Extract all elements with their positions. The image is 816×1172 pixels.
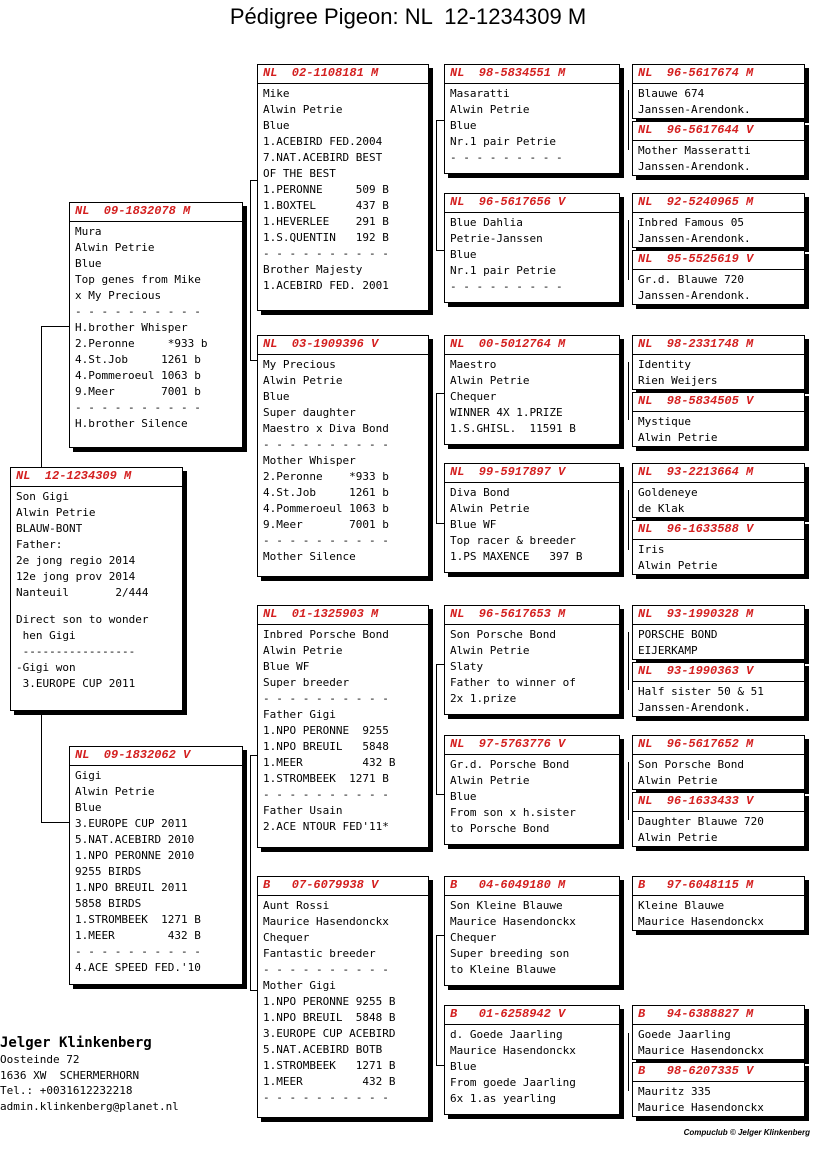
ring-number: NL 96-5617644 V: [633, 122, 804, 141]
detail-line: - - - - - - - - - -: [75, 305, 201, 318]
owner-email[interactable]: admin.klinkenberg@planet.nl: [0, 1099, 179, 1113]
connector-line: [250, 180, 251, 360]
detail-line: 7.NAT.ACEBIRD BEST: [263, 151, 383, 164]
detail-line: - - - - - - - - - -: [263, 963, 389, 976]
detail-line: Daughter Blauwe 720: [638, 815, 764, 828]
detail-line: Maestro: [450, 358, 497, 371]
pigeon-card-ggp2: [444, 193, 620, 303]
detail-line: Super breeder: [263, 676, 350, 689]
ring-number: NL 96-5617674 M: [633, 65, 804, 84]
detail-line: to Porsche Bond: [450, 822, 550, 835]
detail-line: [16, 601, 177, 612]
card-details: [70, 766, 242, 978]
detail-line: Blue: [263, 119, 290, 132]
detail-line: Son Gigi: [16, 490, 69, 503]
ring-number: NL 98-5834505 V: [633, 393, 804, 412]
detail-line: 1.STROMBEEK 1271 B: [263, 772, 389, 785]
detail-line: Alwin Petrie: [263, 644, 343, 657]
detail-line: WINNER 4X 1.PRIZE: [450, 406, 563, 419]
detail-line: 12e jong prov 2014: [16, 570, 136, 583]
detail-line: 1.NPO BREUIL 2011: [75, 881, 188, 894]
ring-number: NL 09-1832062 V: [70, 747, 242, 766]
detail-line: Blue: [75, 801, 102, 814]
detail-line: 1.MEER 432 B: [263, 1075, 396, 1088]
connector-line: [436, 120, 444, 121]
detail-line: 1.STROMBEEK 1271 B: [263, 1059, 396, 1072]
ring-number: NL 01-1325903 M: [258, 606, 428, 625]
detail-line: Father:: [16, 538, 63, 551]
detail-line: Alwin Petrie: [75, 241, 155, 254]
detail-line: Super daughter: [263, 406, 356, 419]
connector-line: [41, 822, 71, 823]
detail-line: Nr.1 pair Petrie: [450, 135, 556, 148]
connector-line: [436, 250, 444, 251]
connector-line: [41, 326, 42, 468]
connector-line: [436, 393, 444, 394]
card-details: [633, 141, 804, 176]
ring-number: NL 92-5240965 M: [633, 194, 804, 213]
detail-line: Blue: [75, 257, 102, 270]
ring-number: NL 93-1990363 V: [633, 663, 804, 682]
detail-line: 2.Peronne *933 b: [263, 470, 389, 483]
detail-line: Son Porsche Bond: [638, 758, 744, 771]
pigeon-card-g7: [632, 463, 805, 518]
connector-line: [41, 710, 42, 822]
ring-number: B 07-6079938 V: [258, 877, 428, 896]
detail-line: 1.PS MAXENCE 397 B: [450, 550, 583, 563]
pigeon-card-g2: [632, 121, 805, 176]
detail-line: 1.NPO PERONNE 2010: [75, 849, 195, 862]
detail-line: Alwin Petrie: [638, 773, 718, 787]
ring-number: NL 96-5617652 M: [633, 736, 804, 755]
detail-line: - - - - - - - - - -: [75, 945, 201, 958]
detail-line: Father Usain: [263, 804, 343, 817]
card-details: [633, 1082, 804, 1117]
detail-line: Inbred Famous 05: [638, 216, 744, 229]
card-details: [633, 755, 804, 790]
detail-line: Alwin Petrie: [450, 644, 530, 657]
connector-line: [250, 755, 251, 990]
connector-line: [436, 935, 444, 936]
detail-line: 9.Meer 7001 b: [263, 518, 389, 531]
connector-line: [436, 664, 437, 794]
detail-line: Alwin Petrie: [263, 374, 343, 387]
connector-line: [628, 762, 629, 820]
detail-line: Diva Bond: [450, 486, 510, 499]
pigeon-card-g4: [632, 250, 805, 305]
detail-line: From goede Jaarling: [450, 1076, 576, 1089]
detail-line: Gr.d. Porsche Bond: [450, 758, 570, 771]
detail-line: Top racer & breeder: [450, 534, 576, 547]
ring-number: NL 95-5525619 V: [633, 251, 804, 270]
card-details: [445, 84, 619, 168]
detail-line: Rien Weijers: [638, 373, 718, 387]
card-details: [445, 213, 619, 297]
pigeon-card-dam: [69, 746, 243, 985]
detail-line: Alwin Petrie: [450, 502, 530, 515]
detail-line: - - - - - - - - - -: [263, 788, 389, 801]
ring-number: NL 00-5012764 M: [445, 336, 619, 355]
card-details: [11, 487, 182, 694]
detail-line: d. Goede Jaarling: [450, 1028, 563, 1041]
detail-line: Alwin Petrie: [75, 785, 155, 798]
connector-line: [436, 664, 444, 665]
detail-line: Mystique: [638, 415, 691, 428]
connector-line: [436, 935, 437, 1065]
detail-line: Alwin Petrie: [450, 374, 530, 387]
ring-number: NL 98-2331748 M: [633, 336, 804, 355]
ring-number: B 98-6207335 V: [633, 1063, 804, 1082]
detail-line: Mauritz 335: [638, 1085, 711, 1098]
detail-line: 1.NPO PERONNE 9255: [263, 724, 389, 737]
detail-line: 2e jong regio 2014: [16, 554, 136, 567]
ring-number: NL 96-1633588 V: [633, 521, 804, 540]
card-details: [633, 213, 804, 248]
detail-line: Blue: [450, 119, 477, 132]
pigeon-card-ggp7: [444, 876, 620, 986]
card-details: [633, 682, 804, 717]
card-details: [445, 355, 619, 439]
detail-line: Gigi: [75, 769, 102, 782]
detail-line: x My Precious: [75, 289, 162, 302]
pigeon-card-g3: [632, 193, 805, 248]
connector-line: [436, 523, 444, 524]
detail-line: 1.BOXTEL 437 B: [263, 199, 389, 212]
connector-line: [628, 490, 629, 550]
card-details: [258, 355, 428, 567]
owner-postcode: 1636 XW SCHERMERHORN: [0, 1068, 140, 1082]
connector-line: [628, 632, 629, 690]
detail-line: Kleine Blauwe: [638, 899, 725, 912]
card-details: [633, 355, 804, 390]
connector-line: [436, 1065, 444, 1066]
detail-line: Goede Jaarling: [638, 1028, 731, 1041]
detail-line: My Precious: [263, 358, 336, 371]
detail-line: 9.Meer 7001 b: [75, 385, 201, 398]
detail-line: 1.ACEBIRD FED.2004: [263, 135, 383, 148]
detail-line: Maurice Hasendonckx: [638, 1043, 764, 1057]
pigeon-card-gp2: [257, 335, 429, 577]
detail-line: Blue: [450, 248, 477, 261]
detail-line: 2.Peronne *933 b: [75, 337, 208, 350]
pigeon-card-g11: [632, 735, 805, 790]
connector-line: [41, 326, 71, 327]
card-details: [633, 270, 804, 305]
detail-line: Maurice Hasendonckx: [638, 1100, 764, 1114]
detail-line: Alwin Petrie: [263, 103, 343, 116]
detail-line: 2x 1.prize: [450, 692, 517, 705]
detail-line: Maurice Hasendonckx: [263, 915, 389, 928]
pigeon-card-g15: [632, 1005, 805, 1060]
connector-line: [628, 220, 629, 280]
detail-line: Aunt Rossi: [263, 899, 330, 912]
detail-line: Nanteuil 2/444: [16, 586, 149, 599]
pigeon-card-ggp6: [444, 735, 620, 845]
detail-line: Janssen-Arendonk.: [638, 231, 751, 245]
detail-line: - - - - - - - - - -: [263, 534, 389, 547]
ring-number: NL 98-5834551 M: [445, 65, 619, 84]
detail-line: Chequer: [263, 931, 310, 944]
detail-line: Alwin Petrie: [16, 506, 96, 519]
detail-line: Slaty: [450, 660, 484, 673]
pigeon-card-subject: [10, 467, 183, 711]
ring-number: NL 96-5617656 V: [445, 194, 619, 213]
detail-line: 1.ACEBIRD FED. 2001: [263, 279, 389, 292]
pigeon-card-g1: [632, 64, 805, 119]
detail-line: Fantastic breeder: [263, 947, 376, 960]
detail-line: Top genes from Mike: [75, 273, 201, 286]
detail-line: Alwin Petrie: [638, 830, 718, 844]
detail-line: Mura: [75, 225, 102, 238]
pigeon-card-ggp1: [444, 64, 620, 174]
detail-line: 1.MEER 432 B: [75, 929, 201, 942]
detail-line: BLAUW-BONT: [16, 522, 83, 535]
ring-number: B 01-6258942 V: [445, 1006, 619, 1025]
detail-line: 3.EUROPE CUP 2011: [75, 817, 188, 830]
card-details: [445, 625, 619, 709]
detail-line: Identity: [638, 358, 691, 371]
detail-line: Blue: [450, 1060, 477, 1073]
detail-line: Maurice Hasendonckx: [450, 915, 576, 928]
detail-line: Father to winner of: [450, 676, 576, 689]
detail-line: H.brother Silence: [75, 417, 188, 430]
detail-line: - - - - - - - - - -: [263, 1091, 389, 1104]
detail-line: 4.Pommeroeul 1063 b: [75, 369, 201, 382]
ring-number: NL 09-1832078 M: [70, 203, 242, 222]
detail-line: Chequer: [450, 931, 497, 944]
detail-line: Alwin Petrie: [450, 774, 530, 787]
footer-credit: Compuclub © Jelger Klinkenberg: [683, 1128, 810, 1137]
card-details: [633, 896, 804, 931]
detail-line: Alwin Petrie: [638, 558, 718, 572]
detail-line: EIJERKAMP: [638, 643, 698, 657]
detail-line: Brother Majesty: [263, 263, 363, 276]
detail-line: 5.NAT.ACEBIRD 2010: [75, 833, 195, 846]
detail-line: Inbred Porsche Bond: [263, 628, 389, 641]
detail-line: 1.S.QUENTIN 192 B: [263, 231, 389, 244]
detail-line: Alwin Petrie: [638, 430, 718, 444]
detail-line: Masaratti: [450, 87, 510, 100]
detail-line: Mother Masseratti: [638, 144, 751, 157]
detail-line: -----------------: [16, 645, 136, 658]
detail-line: de Klak: [638, 501, 685, 515]
ring-number: NL 97-5763776 V: [445, 736, 619, 755]
detail-line: Goldeneye: [638, 486, 698, 499]
detail-line: 3.EUROPE CUP 2011: [16, 677, 136, 690]
detail-line: Mike: [263, 87, 290, 100]
detail-line: Mother Silence: [263, 550, 356, 563]
detail-line: 1.MEER 432 B: [263, 756, 396, 769]
ring-number: NL 99-5917897 V: [445, 464, 619, 483]
detail-line: - - - - - - - - -: [450, 151, 563, 164]
pigeon-card-g5: [632, 335, 805, 390]
ring-number: NL 93-2213664 M: [633, 464, 804, 483]
detail-line: H.brother Whisper: [75, 321, 188, 334]
pigeon-card-g9: [632, 605, 805, 660]
pigeon-card-gp3: [257, 605, 429, 848]
detail-line: 2.ACE NTOUR FED'11*: [263, 820, 389, 833]
detail-line: - - - - - - - - - -: [263, 247, 389, 260]
owner-phone: Tel.: +0031612232218: [0, 1084, 133, 1097]
detail-line: 1.STROMBEEK 1271 B: [75, 913, 201, 926]
connector-line: [628, 90, 629, 150]
connector-line: [436, 393, 437, 523]
card-details: [258, 84, 428, 296]
detail-line: Janssen-Arendonk.: [638, 700, 751, 714]
detail-line: Iris: [638, 543, 665, 556]
detail-line: - - - - - - - - - -: [75, 401, 201, 414]
detail-line: PORSCHE BOND: [638, 628, 718, 641]
pigeon-card-ggp4: [444, 463, 620, 573]
detail-line: 4.St.Job 1261 b: [263, 486, 389, 499]
connector-line: [628, 1033, 629, 1091]
detail-line: Janssen-Arendonk.: [638, 159, 751, 173]
detail-line: Janssen-Arendonk.: [638, 288, 751, 302]
connector-line: [436, 120, 437, 250]
detail-line: Blue Dahlia: [450, 216, 523, 229]
pigeon-card-g16: [632, 1062, 805, 1117]
detail-line: Son Porsche Bond: [450, 628, 556, 641]
detail-line: Janssen-Arendonk.: [638, 102, 751, 116]
detail-line: -Gigi won: [16, 661, 76, 674]
detail-line: to Kleine Blauwe: [450, 963, 556, 976]
connector-line: [436, 794, 444, 795]
detail-line: hen Gigi: [16, 629, 76, 642]
detail-line: Blue: [263, 390, 290, 403]
detail-line: - - - - - - - - - -: [263, 438, 389, 451]
card-details: [258, 896, 428, 1108]
ring-number: B 04-6049180 M: [445, 877, 619, 896]
detail-line: 4.Pommeroeul 1063 b: [263, 502, 389, 515]
detail-line: 9255 BIRDS: [75, 865, 142, 878]
pigeon-card-g8: [632, 520, 805, 575]
pigeon-card-g6: [632, 392, 805, 447]
card-details: [633, 412, 804, 447]
card-details: [70, 222, 242, 434]
card-details: [445, 896, 619, 980]
detail-line: Son Kleine Blauwe: [450, 899, 563, 912]
ring-number: NL 93-1990328 M: [633, 606, 804, 625]
detail-line: 1.NPO PERONNE 9255 B: [263, 995, 396, 1008]
detail-line: - - - - - - - - - -: [263, 692, 389, 705]
card-details: [445, 755, 619, 839]
card-details: [633, 1025, 804, 1060]
pigeon-card-g10: [632, 662, 805, 717]
detail-line: Petrie-Janssen: [450, 232, 543, 245]
detail-line: 4.St.Job 1261 b: [75, 353, 201, 366]
ring-number: NL 12-1234309 M: [11, 468, 182, 487]
ring-number: B 97-6048115 M: [633, 877, 804, 896]
detail-line: 6x 1.as yearling: [450, 1092, 556, 1105]
detail-line: 1.S.GHISL. 11591 B: [450, 422, 576, 435]
detail-line: Blue WF: [263, 660, 310, 673]
detail-line: 5858 BIRDS: [75, 897, 142, 910]
owner-name: Jelger Klinkenberg: [0, 1035, 152, 1051]
card-details: [445, 1025, 619, 1109]
ring-number: NL 96-1633433 V: [633, 793, 804, 812]
card-details: [258, 625, 428, 837]
detail-line: Super breeding son: [450, 947, 570, 960]
detail-line: 1.PERONNE 509 B: [263, 183, 389, 196]
detail-line: Direct son to wonder: [16, 613, 149, 626]
detail-line: Maestro x Diva Bond: [263, 422, 389, 435]
detail-line: Mother Gigi: [263, 979, 336, 992]
pigeon-card-gp1: [257, 64, 429, 311]
detail-line: Maurice Hasendonckx: [450, 1044, 576, 1057]
pigeon-card-g12: [632, 792, 805, 847]
card-details: [633, 483, 804, 518]
page-title: Pédigree Pigeon: NL 12-1234309 M: [229, 4, 587, 29]
detail-line: Gr.d. Blauwe 720: [638, 273, 744, 286]
detail-line: 1.NPO BREUIL 5848 B: [263, 1011, 396, 1024]
ring-number: NL 02-1108181 M: [258, 65, 428, 84]
detail-line: Nr.1 pair Petrie: [450, 264, 556, 277]
card-details: [633, 84, 804, 119]
detail-line: Maurice Hasendonckx: [638, 914, 764, 928]
detail-line: - - - - - - - - -: [450, 280, 563, 293]
detail-line: 4.ACE SPEED FED.'10: [75, 961, 201, 974]
detail-line: Chequer: [450, 390, 497, 403]
detail-line: Mother Whisper: [263, 454, 356, 467]
ring-number: NL 96-5617653 M: [445, 606, 619, 625]
detail-line: 3.EUROPE CUP ACEBIRD: [263, 1027, 396, 1040]
detail-line: Blue WF: [450, 518, 497, 531]
pigeon-card-g13: [632, 876, 805, 931]
ring-number: B 94-6388827 M: [633, 1006, 804, 1025]
detail-line: From son x h.sister: [450, 806, 576, 819]
detail-line: Blue: [450, 790, 477, 803]
connector-line: [628, 362, 629, 420]
card-details: [445, 483, 619, 567]
owner-block: [0, 1034, 240, 1114]
pigeon-card-ggp8: [444, 1005, 620, 1115]
detail-line: Father Gigi: [263, 708, 336, 721]
pigeon-card-ggp3: [444, 335, 620, 445]
card-details: [633, 540, 804, 575]
detail-line: Blauwe 674: [638, 87, 705, 100]
ring-number: NL 03-1909396 V: [258, 336, 428, 355]
pigeon-card-gp4: [257, 876, 429, 1118]
pigeon-card-sire: [69, 202, 243, 448]
detail-line: Alwin Petrie: [450, 103, 530, 116]
detail-line: 1.NPO BREUIL 5848: [263, 740, 389, 753]
card-details: [633, 625, 804, 660]
detail-line: 5.NAT.ACEBIRD BOTB: [263, 1043, 383, 1056]
owner-address: Oosteinde 72: [0, 1053, 80, 1066]
detail-line: OF THE BEST: [263, 167, 336, 180]
detail-line: 1.HEVERLEE 291 B: [263, 215, 389, 228]
card-details: [633, 812, 804, 847]
pigeon-card-ggp5: [444, 605, 620, 715]
detail-line: Half sister 50 & 51: [638, 685, 764, 698]
